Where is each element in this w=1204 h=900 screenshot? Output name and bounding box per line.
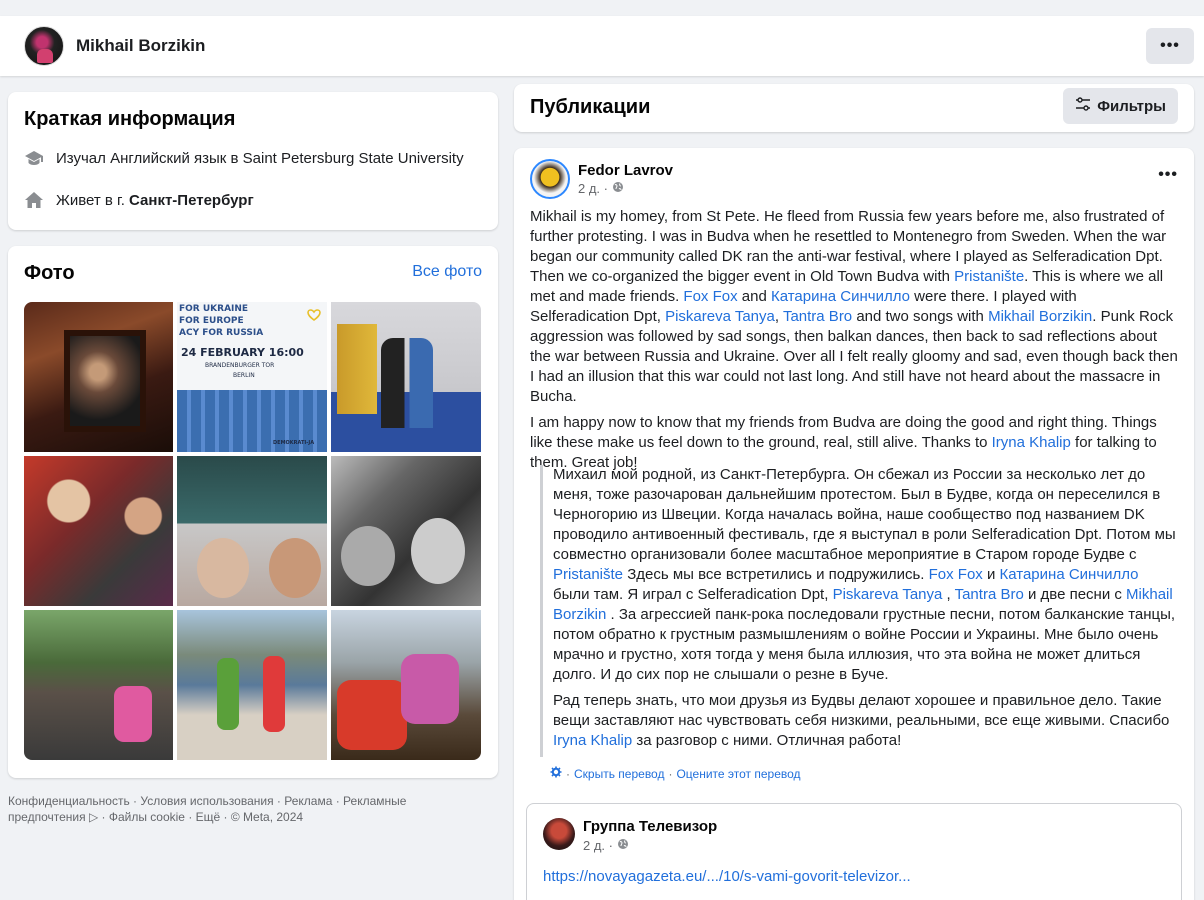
shared-author-name[interactable]: Группа Телевизор [583,818,718,835]
post-paragraph [530,413,1178,473]
post-text: were there. I played with Selferadication Dpt, [530,288,1077,325]
site-footer-links[interactable]: Конфиденциальность · Условия использования · Реклама · Рекламные предпочтения ▷ · Файлы cookie · Ещё · © Meta, 2024 [8,794,407,824]
translation-text: Михаил мой родной, из Санкт-Петербурга. Он сбежал из России за несколько лет до меня, тоже разочарован дальнейшим протестом. Был в Будве, когда он переселился в Черногорию из Швеции. Когда началась война, наше сообщество под названием DK проводило антивоенный фестиваль, где я выступал в роли Selferadication Dpt. Потом мы совместно организовали более масштабное мероприятие в Старом городе Будве с [553,466,1176,563]
post-text: I am happy now to know that my friends from Budva are doing the good and right thing. Things like these make us feel down to the ground, real, still alive. Thanks to [530,414,1157,451]
sliders-icon [1075,97,1091,115]
globe-icon [617,838,629,853]
poster-footer: DEMOKRATI-JA [273,440,315,446]
translation-text: и [982,566,1000,583]
gear-icon [550,766,562,781]
translation-text: были там. Я играл с Selferadication Dpt, [553,586,833,603]
post-text: . Punk Rock aggression was followed by sad songs, then balkan dances, then back to sad reflections about the war between Russia and Ukraine. Over all I felt really gloomy and sad, even though back then I had an illusion that this war could not last long. And still have not heard about the massacre in Bucha. [530,308,1178,405]
photo-thumbnail[interactable] [24,302,173,452]
post-time[interactable]: 2 д. · [578,181,608,196]
poster-line2: FOR EUROPE [179,316,244,326]
lives-prefix: Живет в г. [56,191,125,209]
separator-dot: · [566,766,570,781]
post-paragraph [530,207,1178,407]
profile-name[interactable]: Mikhail Borzikin [76,36,206,55]
post-card [514,148,1194,900]
more-options-button[interactable]: ••• [1146,28,1194,64]
photos-title: Фото [24,262,75,284]
poster-date: 24 FEBRUARY 16:00 [181,346,304,359]
poster-line3: ACY FOR RUSSIA [179,328,264,338]
mention-link[interactable]: Fox Fox [683,288,738,305]
heart-icon [307,308,321,320]
poster-line1: FOR UKRAINE [179,304,249,314]
profile-header [0,16,1204,76]
graduation-cap-icon [24,148,44,168]
posts-header-card [514,84,1194,132]
post-meta [578,181,624,196]
filters-label: Фильтры [1097,97,1166,115]
shared-post-meta [583,838,629,853]
post-body [530,207,1178,479]
posts-title: Публикации [530,96,651,118]
education-text: Изучал Английский язык в Saint Petersburg State University [56,149,464,167]
post-author-name[interactable]: Fedor Lavrov [578,162,674,179]
profile-avatar[interactable] [24,26,64,66]
mention-link[interactable]: Piskareva Tanya [665,308,775,325]
post-text: . This is where we all met and made friends. [530,268,1164,305]
poster-place2: BERLIN [233,372,255,379]
intro-title: Краткая информация [24,108,236,130]
post-more-button[interactable]: ••• [1158,166,1178,183]
poster-place1: BRANDENBURGER TOR [205,362,275,369]
photo-thumbnail[interactable] [331,456,481,606]
post-text: , [774,308,783,325]
mention-link[interactable]: Pristanište [553,566,624,583]
lives-row [24,190,254,210]
mention-link[interactable]: Piskareva Tanya [832,586,943,603]
post-text: and two songs with [852,308,989,325]
mention-link[interactable]: Катарина Синчилло [999,566,1139,583]
shared-post-time[interactable]: 2 д. · [583,838,613,853]
photo-thumbnail[interactable] [177,302,327,452]
translation-paragraph [553,465,1176,685]
translation-paragraph [553,691,1176,751]
mention-link[interactable]: Tantra Bro [782,308,853,325]
filters-button[interactable] [1063,88,1178,124]
translation-text: , [942,586,955,603]
rate-translation-link[interactable]: Оцените этот перевод [676,766,801,781]
mention-link[interactable]: Iryna Khalip [553,732,633,749]
intro-card [8,92,498,230]
photo-thumbnail[interactable] [24,610,173,760]
mention-link[interactable]: Tantra Bro [954,586,1024,603]
photo-thumbnail[interactable] [177,456,327,606]
mention-link[interactable]: Катарина Синчилло [770,288,910,305]
translation-text: Рад теперь знать, что мои друзья из Будвы делают хорошее и правильное дело. Такие вещи заставляют нас чувствовать себя низкими, реальными, все еще живыми. Спасибо [553,692,1170,729]
shared-post-card [526,803,1182,900]
lives-city-link[interactable]: Санкт-Петербург [129,191,254,209]
hide-translation-link[interactable]: Скрыть перевод [574,766,665,781]
photo-thumbnail[interactable] [331,302,481,452]
translation-text: Здесь мы все встретились и подружились. [623,566,929,583]
post-text: and [737,288,771,305]
photos-grid [24,302,481,760]
post-text: Mikhail is my homey, from St Pete. He fleed from Russia few years before me, also frustrated of further protesting. I was in Budva when he resettled to Montenegro from Sweden. When the war began our community called DK ran the anti-war festival, where I played as Selferadication Dpt. Then we co-organized the bigger event in Old Town Budva with [530,208,1167,285]
top-strip [0,0,1204,16]
translation-text: . За агрессией панк-рока последовали грустные песни, потом балканские танцы, потом обратно к грустным размышлениям о войне России и Украины. Мне было очень мрачно и грустно, хотя тогда у меня была иллюзия, что эта война не может длиться долго. И до сих пор не слышали о резне в Буче. [553,606,1176,683]
home-icon [24,190,44,210]
mention-link[interactable]: Iryna Khalip [991,434,1071,451]
photo-thumbnail[interactable] [177,610,327,760]
globe-icon [612,181,624,196]
education-row [24,148,464,168]
mention-link[interactable]: Mikhail Borzikin [553,586,1173,623]
photos-card [8,246,498,778]
photo-thumbnail[interactable] [331,610,481,760]
translation-text: и две песни с [1023,586,1127,603]
translation-actions [550,766,801,781]
mention-link[interactable]: Pristanište [954,268,1025,285]
translation-block [540,465,1176,757]
all-photos-link[interactable]: Все фото [412,263,482,280]
author-avatar[interactable] [530,159,570,199]
separator-dot: · [668,766,673,781]
translation-text: за разговор с ними. Отличная работа! [632,732,902,749]
post-text: for talking to them. Great job! [530,434,1157,471]
shared-author-avatar[interactable] [543,818,575,850]
mention-link[interactable]: Fox Fox [928,566,983,583]
photo-thumbnail[interactable] [24,456,173,606]
shared-article-link[interactable]: https://novayagazeta.eu/.../10/s-vami-govorit-televizor... [543,868,911,885]
mention-link[interactable]: Mikhail Borzikin [988,308,1093,325]
